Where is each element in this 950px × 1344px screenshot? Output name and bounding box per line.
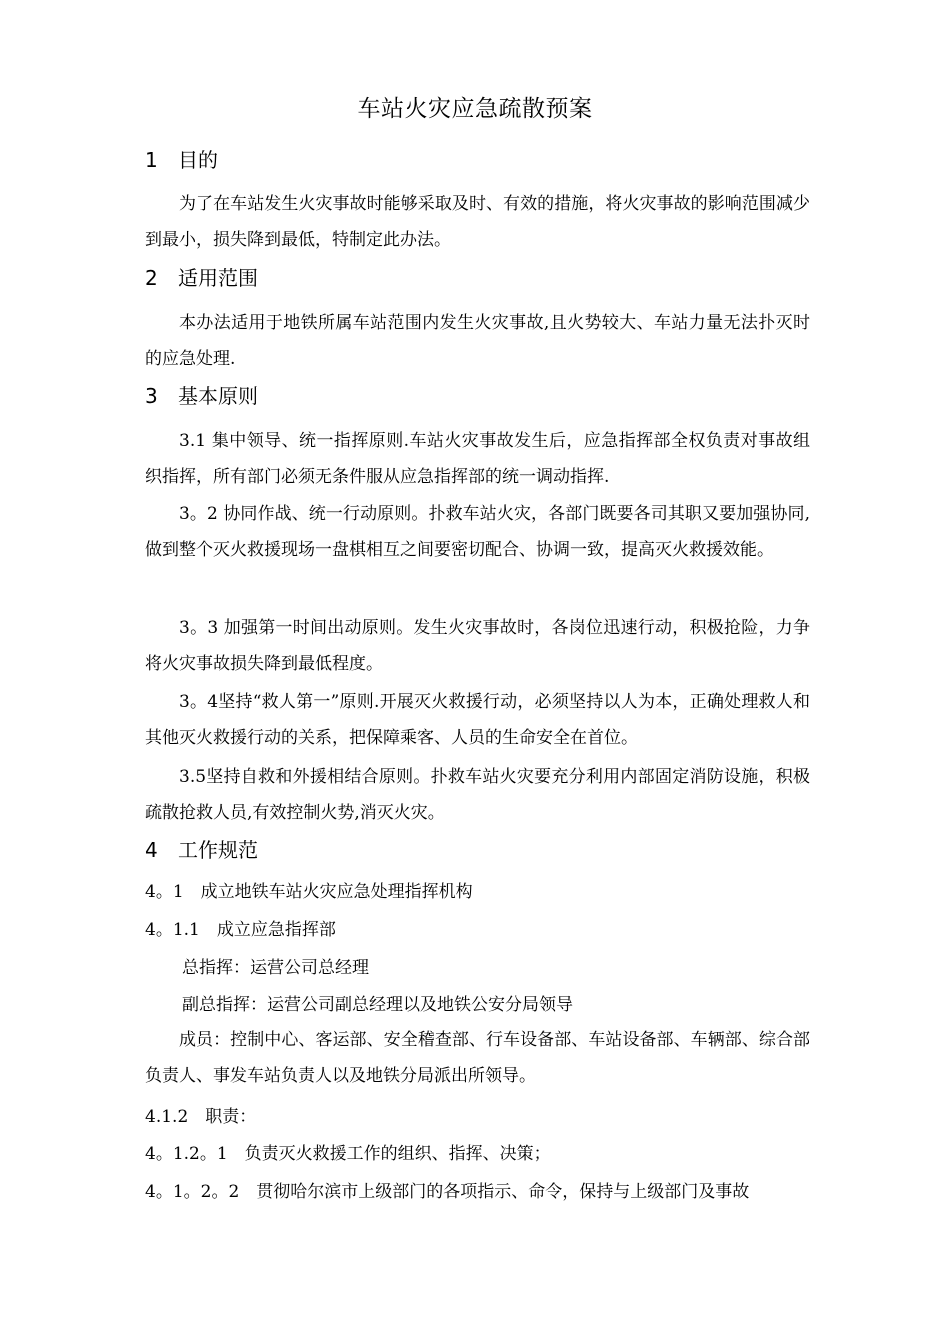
clause-line: 4.1.2 职责： bbox=[145, 1107, 257, 1127]
section-number: 1 bbox=[145, 148, 158, 172]
section-heading-4 bbox=[145, 835, 258, 865]
paragraph: 为了在车站发生火灾事故时能够采取及时、有效的措施，将火灾事故的影响范围减少到最小，损失降到最低，特制定此办法。 bbox=[145, 194, 810, 250]
paragraph: 本办法适用于地铁所属车站范围内发生火灾事故,且火势较大、车站力量无法扑灭时的应急处理. bbox=[145, 313, 810, 369]
paragraph: 3。3 加强第一时间出动原则。发生火灾事故时，各岗位迅速行动，积极抢险，力争将火灾事故损失降到最低程度。 bbox=[145, 618, 810, 674]
section-title: 工作规范 bbox=[178, 838, 258, 862]
paragraph: 3。4坚持“救人第一”原则.开展灭火救援行动，必须坚持以人为本，正确处理救人和其他灭火救援行动的关系，把保障乘客、人员的生命安全在首位。 bbox=[145, 692, 810, 748]
section-heading-3 bbox=[145, 381, 258, 411]
clause-line: 副总指挥：运营公司副总经理以及地铁公安分局领导 bbox=[182, 995, 573, 1015]
section-heading-2 bbox=[145, 263, 258, 293]
section-title: 目的 bbox=[178, 148, 218, 172]
paragraph: 3。2 协同作战、统一行动原则。扑救车站火灾，各部门既要各司其职又要加强协同,做到整个灭火救援现场一盘棋相互之间要密切配合、协调一致，提高灭火救援效能。 bbox=[145, 504, 810, 560]
clause-line: 4。1 成立地铁车站火灾应急处理指挥机构 bbox=[145, 882, 473, 902]
section-number: 2 bbox=[145, 266, 158, 290]
section-title: 适用范围 bbox=[178, 266, 258, 290]
section-number: 4 bbox=[145, 838, 158, 862]
paragraph: 成员：控制中心、客运部、安全稽查部、行车设备部、车站设备部、车辆部、综合部负责人、事发车站负责人以及地铁分局派出所领导。 bbox=[145, 1030, 810, 1086]
document-title: 车站火灾应急疏散预案 bbox=[357, 96, 593, 122]
clause-line: 4。1.2。1 负责灭火救援工作的组织、指挥、决策； bbox=[145, 1144, 551, 1164]
clause-line: 4。1。2。2 贯彻哈尔滨市上级部门的各项指示、命令，保持与上级部门及事故 bbox=[145, 1182, 750, 1202]
clause-line: 4。1.1 成立应急指挥部 bbox=[145, 920, 336, 940]
section-heading-1 bbox=[145, 145, 218, 175]
section-title: 基本原则 bbox=[178, 384, 258, 408]
paragraph: 3.5坚持自救和外援相结合原则。扑救车站火灾要充分利用内部固定消防设施，积极疏散抢救人员,有效控制火势,消灭火灾。 bbox=[145, 767, 810, 823]
section-number: 3 bbox=[145, 384, 158, 408]
clause-line: 总指挥：运营公司总经理 bbox=[182, 958, 369, 978]
paragraph: 3.1 集中领导、统一指挥原则.车站火灾事故发生后，应急指挥部全权负责对事故组织指挥，所有部门必须无条件服从应急指挥部的统一调动指挥. bbox=[145, 431, 810, 487]
